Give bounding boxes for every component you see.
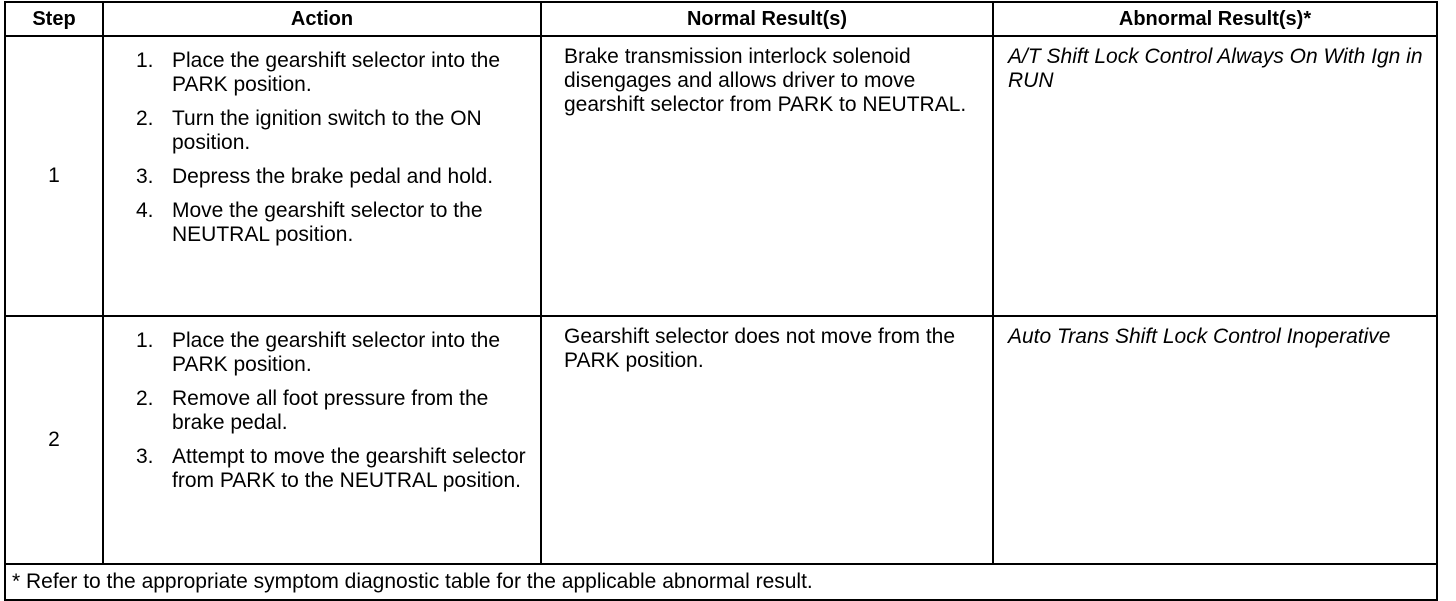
- step-number: 1: [5, 36, 103, 316]
- table-row: [5, 36, 1437, 316]
- abnormal-result: Auto Trans Shift Lock Control Inoperative: [993, 316, 1437, 564]
- normal-result: Brake transmission interlock solenoid disengages and allows driver to move gearshift selector from PARK to NEUTRAL.: [541, 36, 993, 316]
- action-cell: [103, 316, 541, 564]
- action-list: [110, 49, 532, 247]
- footnote-row: [5, 564, 1437, 600]
- list-item: 4. Move the gearshift selector to the NEUTRAL position.: [136, 199, 483, 246]
- action-list: [110, 329, 532, 493]
- list-item: 3. Depress the brake pedal and hold.: [136, 165, 494, 188]
- step-number: 2: [5, 316, 103, 564]
- list-item: 1. Place the gearshift selector into the PARK position.: [136, 49, 501, 96]
- abnormal-result: A/T Shift Lock Control Always On With Ign in RUN: [993, 36, 1437, 316]
- list-item: 3. Attempt to move the gearshift selector from PARK to the NEUTRAL position.: [136, 445, 526, 492]
- diagnostic-table-container: [4, 1, 1436, 601]
- action-cell: [103, 36, 541, 316]
- diagnostic-table: [4, 1, 1438, 601]
- header-step: Step: [5, 2, 103, 36]
- list-item: 2. Remove all foot pressure from the brake pedal.: [136, 387, 489, 434]
- header-normal-results: Normal Result(s): [541, 2, 993, 36]
- header-action: Action: [103, 2, 541, 36]
- table-row: [5, 316, 1437, 564]
- header-abnormal-results: Abnormal Result(s)*: [993, 2, 1437, 36]
- list-item: 2. Turn the ignition switch to the ON position.: [136, 107, 482, 154]
- footnote: * Refer to the appropriate symptom diagnostic table for the applicable abnormal result.: [5, 564, 1437, 600]
- list-item: 1. Place the gearshift selector into the PARK position.: [136, 329, 501, 376]
- normal-result: Gearshift selector does not move from the PARK position.: [541, 316, 993, 564]
- header-row: [5, 2, 1437, 36]
